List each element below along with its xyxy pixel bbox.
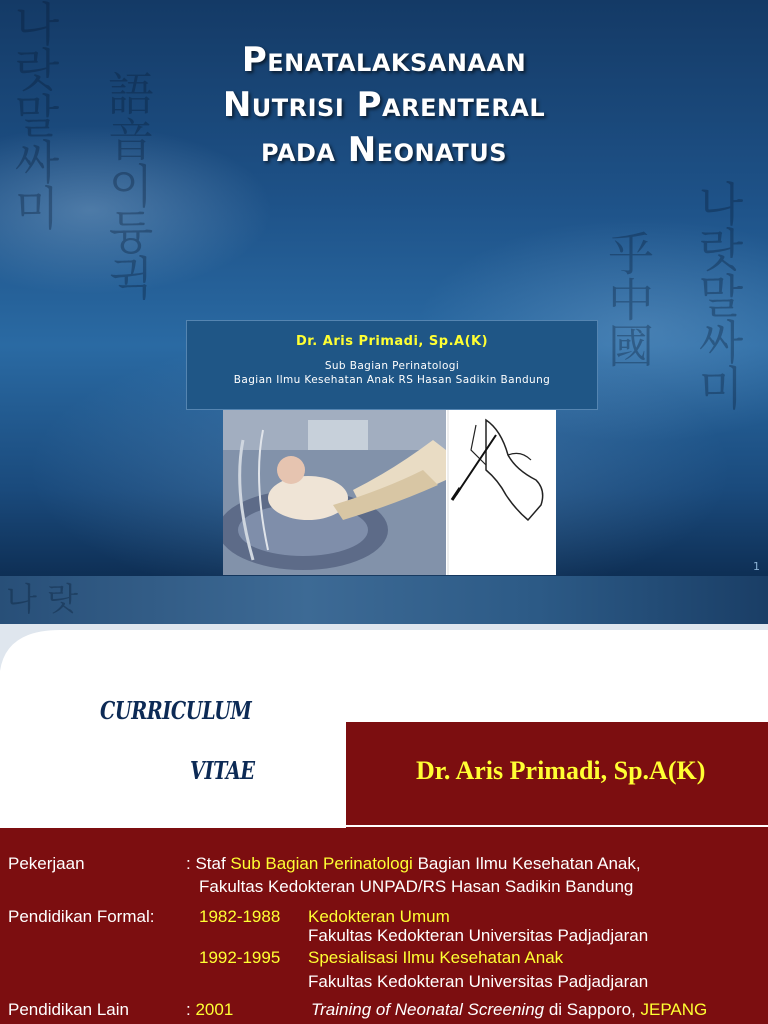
pendidikan-lain-label: Pendidikan Lain bbox=[8, 1000, 129, 1019]
background-calligraphy: 나랏말싸미 bbox=[7, 0, 61, 230]
formal-1-title: Kedokteran Umum bbox=[308, 907, 450, 926]
pekerjaan-line-2: Fakultas Kedokteran UNPAD/RS Hasan Sadikin Bandung bbox=[199, 877, 634, 896]
cv-title-line-2: VITAE bbox=[190, 756, 255, 785]
pendidikan-formal-label: Pendidikan Formal: bbox=[8, 907, 155, 926]
background-calligraphy: 語音이듕귁 bbox=[101, 70, 155, 300]
pekerjaan-value bbox=[186, 854, 641, 874]
neonate-incubator-photo bbox=[223, 410, 446, 575]
pekerjaan-rest: Bagian Ilmu Kesehatan Anak, bbox=[412, 854, 641, 873]
slide-title bbox=[0, 38, 768, 173]
title-line-3: pada Neonatus bbox=[261, 130, 507, 170]
affiliation-line-2: Bagian Ilmu Kesehatan Anak RS Hasan Sadikin Bandung bbox=[233, 374, 551, 386]
lain-training-title: Training of Neonatal Screening bbox=[311, 1000, 545, 1019]
iv-insertion-sketch bbox=[446, 410, 556, 575]
author-box bbox=[186, 320, 598, 410]
photo-illustration bbox=[223, 410, 446, 575]
page-number: 1 bbox=[753, 560, 760, 573]
formal-1-years: 1982-1988 bbox=[199, 907, 281, 926]
cv-title-line-1: CURRICULUM bbox=[100, 696, 252, 725]
pendidikan-lain-value bbox=[186, 1000, 233, 1020]
cv-doctor-name: Dr. Aris Primadi, Sp.A(K) bbox=[416, 756, 706, 785]
formal-1-institution: Fakultas Kedokteran Universitas Padjadjaran bbox=[308, 926, 649, 945]
separator-line bbox=[346, 825, 768, 827]
background-calligraphy: 나랏말싸미 bbox=[691, 180, 745, 410]
formal-2-years: 1992-1995 bbox=[199, 948, 281, 967]
sketch-illustration bbox=[446, 410, 556, 575]
formal-2-institution: Fakultas Kedokteran Universitas Padjadjaran bbox=[308, 972, 649, 991]
banner-calligraphy: 나 랏 bbox=[6, 580, 78, 618]
pekerjaan-colon: : Staf bbox=[186, 854, 231, 873]
affiliation-line-1: Sub Bagian Perinatologi bbox=[324, 360, 460, 372]
pekerjaan-label: Pekerjaan bbox=[8, 854, 85, 873]
background-calligraphy: 乎中國 bbox=[601, 230, 655, 368]
lain-year: 2001 bbox=[195, 1000, 234, 1019]
lain-place: di Sapporo, bbox=[544, 1000, 641, 1019]
title-line-2: Nutrisi Parenteral bbox=[222, 85, 546, 125]
pekerjaan-highlight: Sub Bagian Perinatologi bbox=[230, 854, 413, 873]
title-line-1: Penatalaksanaan bbox=[241, 40, 527, 80]
lain-training bbox=[311, 1000, 707, 1020]
affiliation bbox=[187, 359, 597, 387]
formal-2-title: Spesialisasi Ilmu Kesehatan Anak bbox=[308, 948, 564, 967]
lain-colon: : bbox=[186, 1000, 196, 1019]
cv-slide bbox=[0, 576, 768, 1024]
author-name: Dr. Aris Primadi, Sp.A(K) bbox=[295, 334, 489, 349]
lain-country: JEPANG bbox=[640, 1000, 708, 1019]
